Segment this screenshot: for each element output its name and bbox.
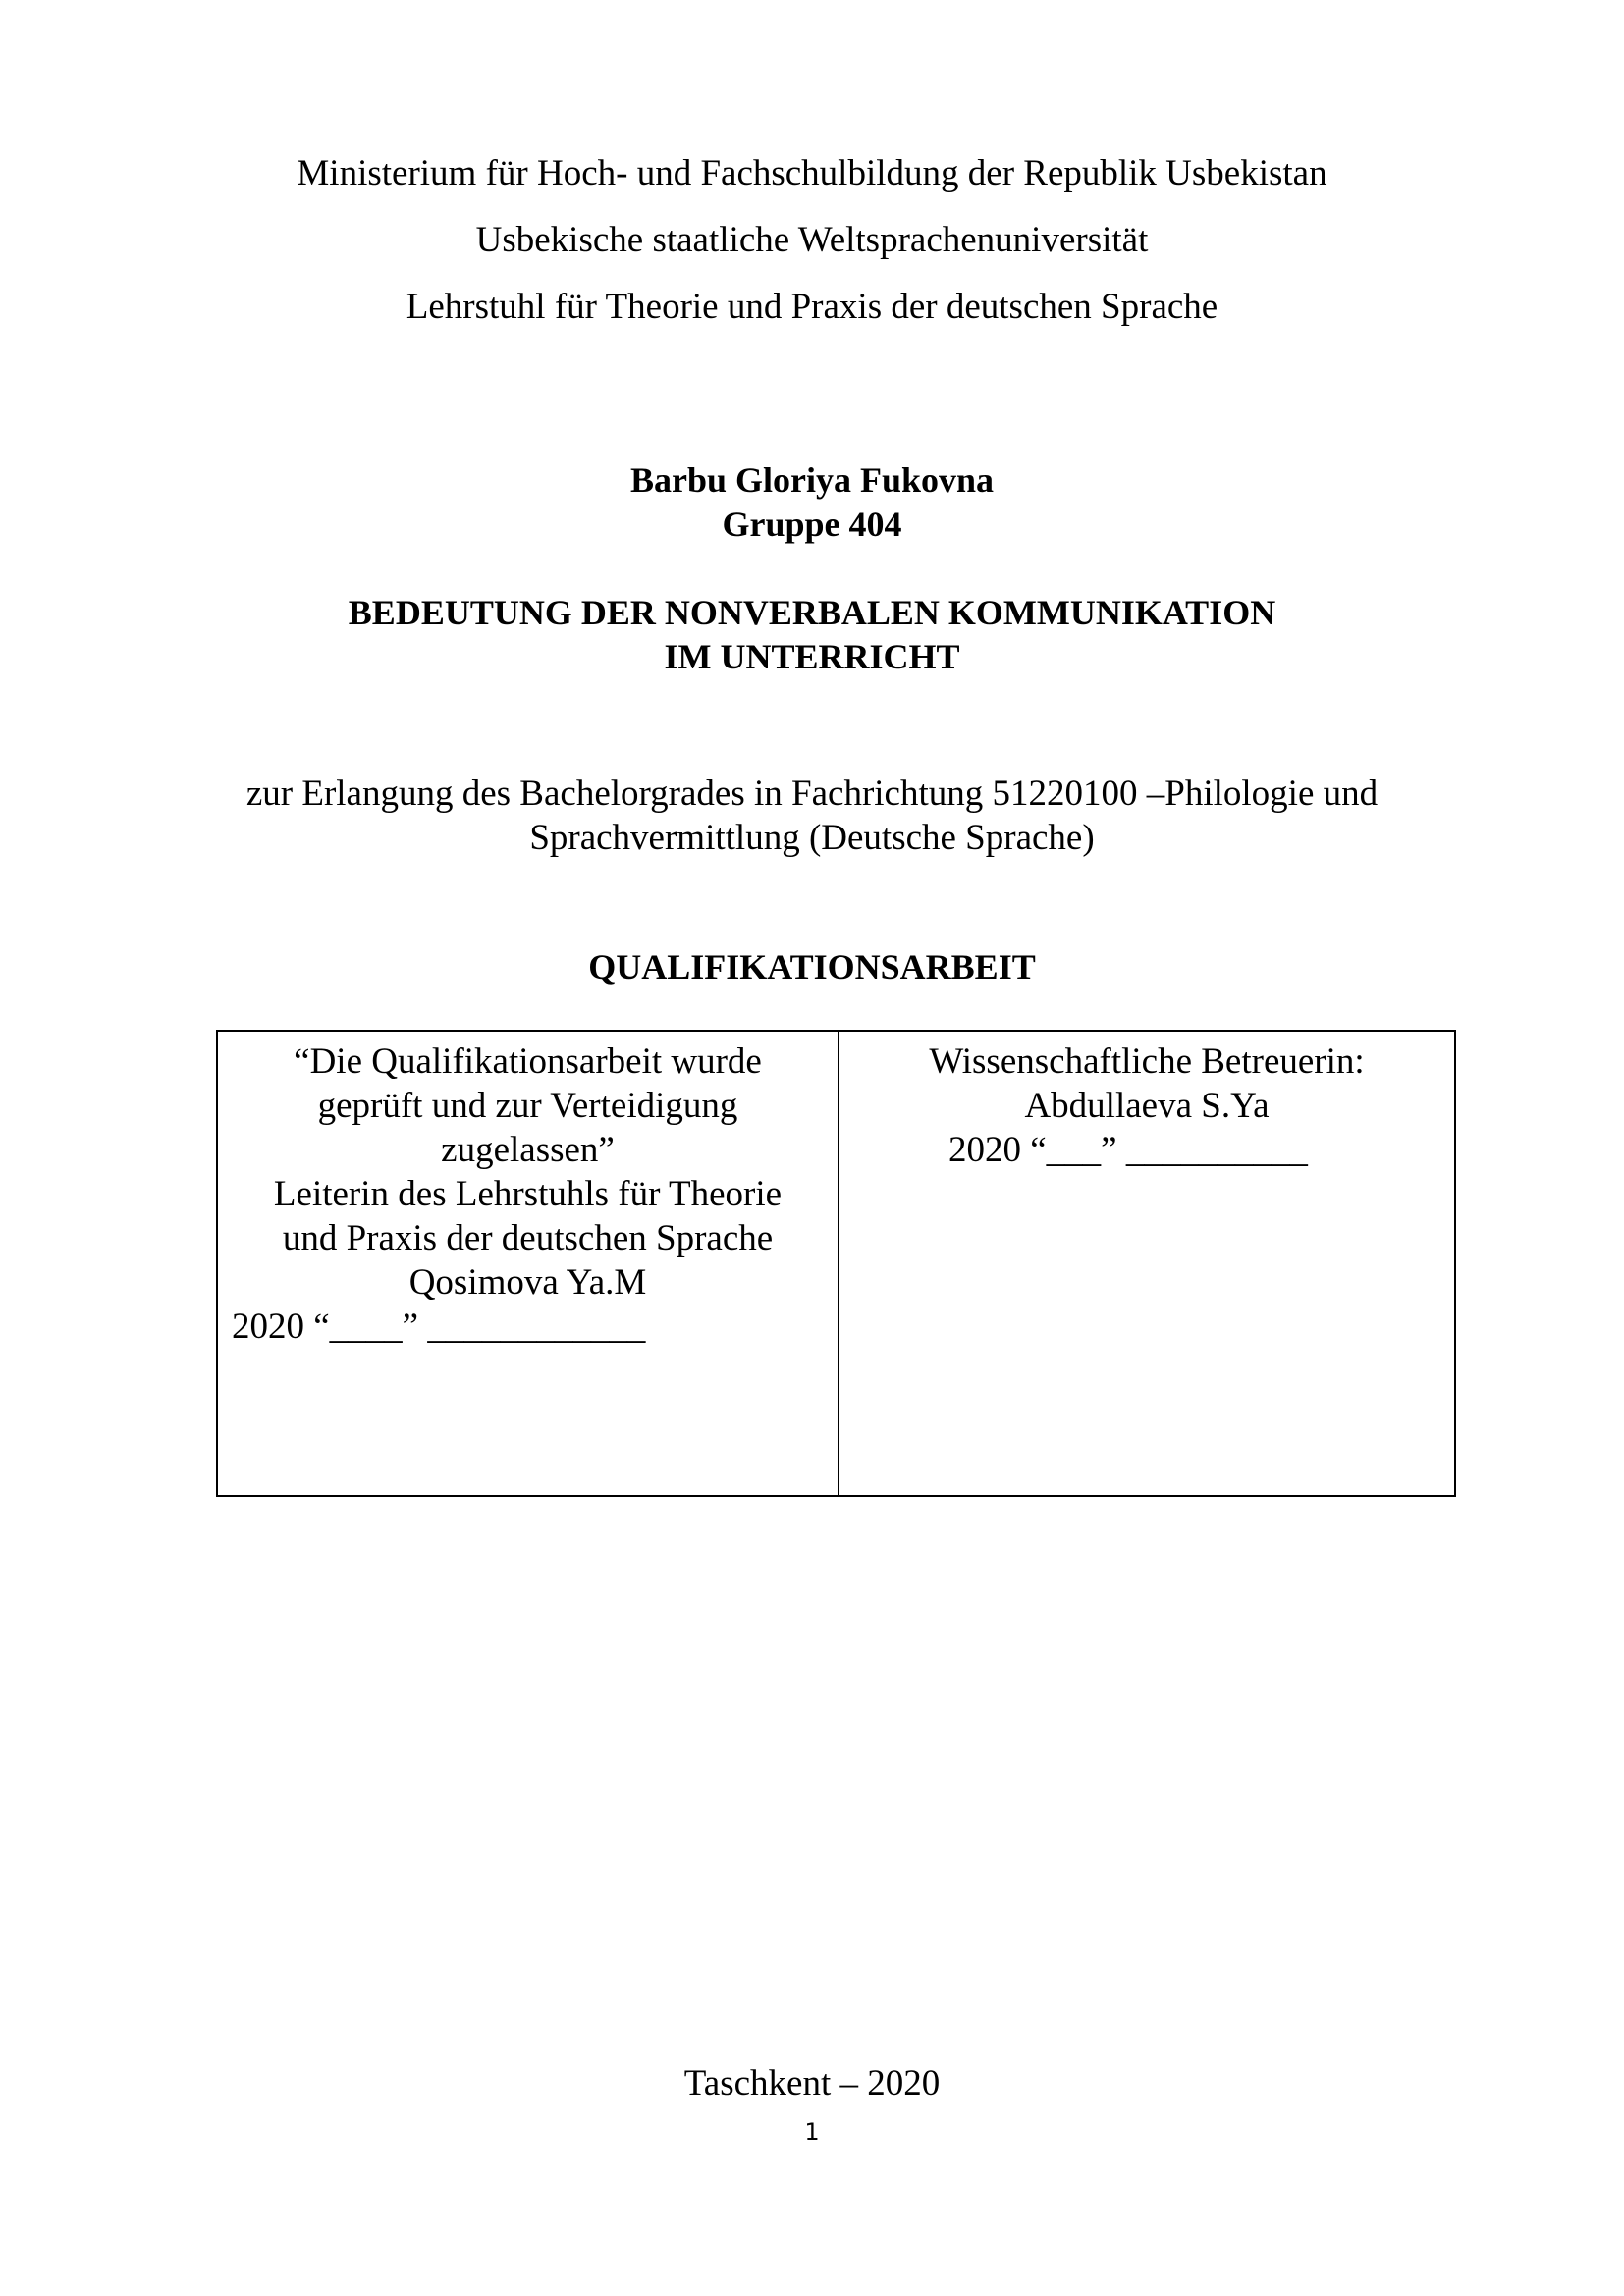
head-of-chair-name: Qosimova Ya.M	[408, 1262, 647, 1303]
thesis-title-line-2: IM UNTERRICHT	[664, 637, 960, 676]
supervisor-name: Abdullaeva S.Ya	[1024, 1086, 1270, 1126]
head-of-chair-title-line-2: und Praxis der deutschen Sprache	[282, 1218, 774, 1258]
thesis-title-line-1: BEDEUTUNG DER NONVERBALEN KOMMUNIKATION	[348, 593, 1276, 632]
approval-statement-line-2: geprüft und zur Verteidigung	[317, 1086, 738, 1126]
place-and-year: Taschkent – 2020	[683, 2063, 941, 2104]
work-type-heading: QUALIFIKATIONSARBEIT	[588, 947, 1036, 987]
ministry-name: Ministerium für Hoch- und Fachschulbildung der Republik Usbekistan	[297, 153, 1327, 193]
author-group: Gruppe 404	[722, 505, 902, 544]
head-of-chair-title-line-1: Leiterin des Lehrstuhls für Theorie	[273, 1174, 783, 1214]
approval-table	[216, 1030, 1456, 1497]
degree-line-1: zur Erlangung des Bachelorgrades in Fachrichtung 51220100 –Philologie und	[245, 774, 1379, 814]
approval-statement-line-3: zugelassen”	[441, 1130, 615, 1170]
university-name: Usbekische staatliche Weltsprachenuniversität	[475, 220, 1149, 260]
degree-line-2: Sprachvermittlung (Deutsche Sprache)	[529, 818, 1095, 858]
head-of-chair-date-signature-line: 2020 “____” ____________	[232, 1307, 646, 1347]
author-name: Barbu Gloriya Fukovna	[629, 460, 995, 500]
chair-name: Lehrstuhl für Theorie und Praxis der deutschen Sprache	[406, 287, 1218, 327]
approval-statement-line-1: “Die Qualifikationsarbeit wurde	[294, 1041, 762, 1082]
approval-cell-head-of-chair	[218, 1032, 839, 1495]
supervisor-date-signature-line: 2020 “___” __________	[948, 1130, 1308, 1170]
supervisor-label: Wissenschaftliche Betreuerin:	[929, 1041, 1365, 1082]
page-number: 1	[804, 2118, 820, 2146]
approval-cell-supervisor	[839, 1032, 1454, 1495]
